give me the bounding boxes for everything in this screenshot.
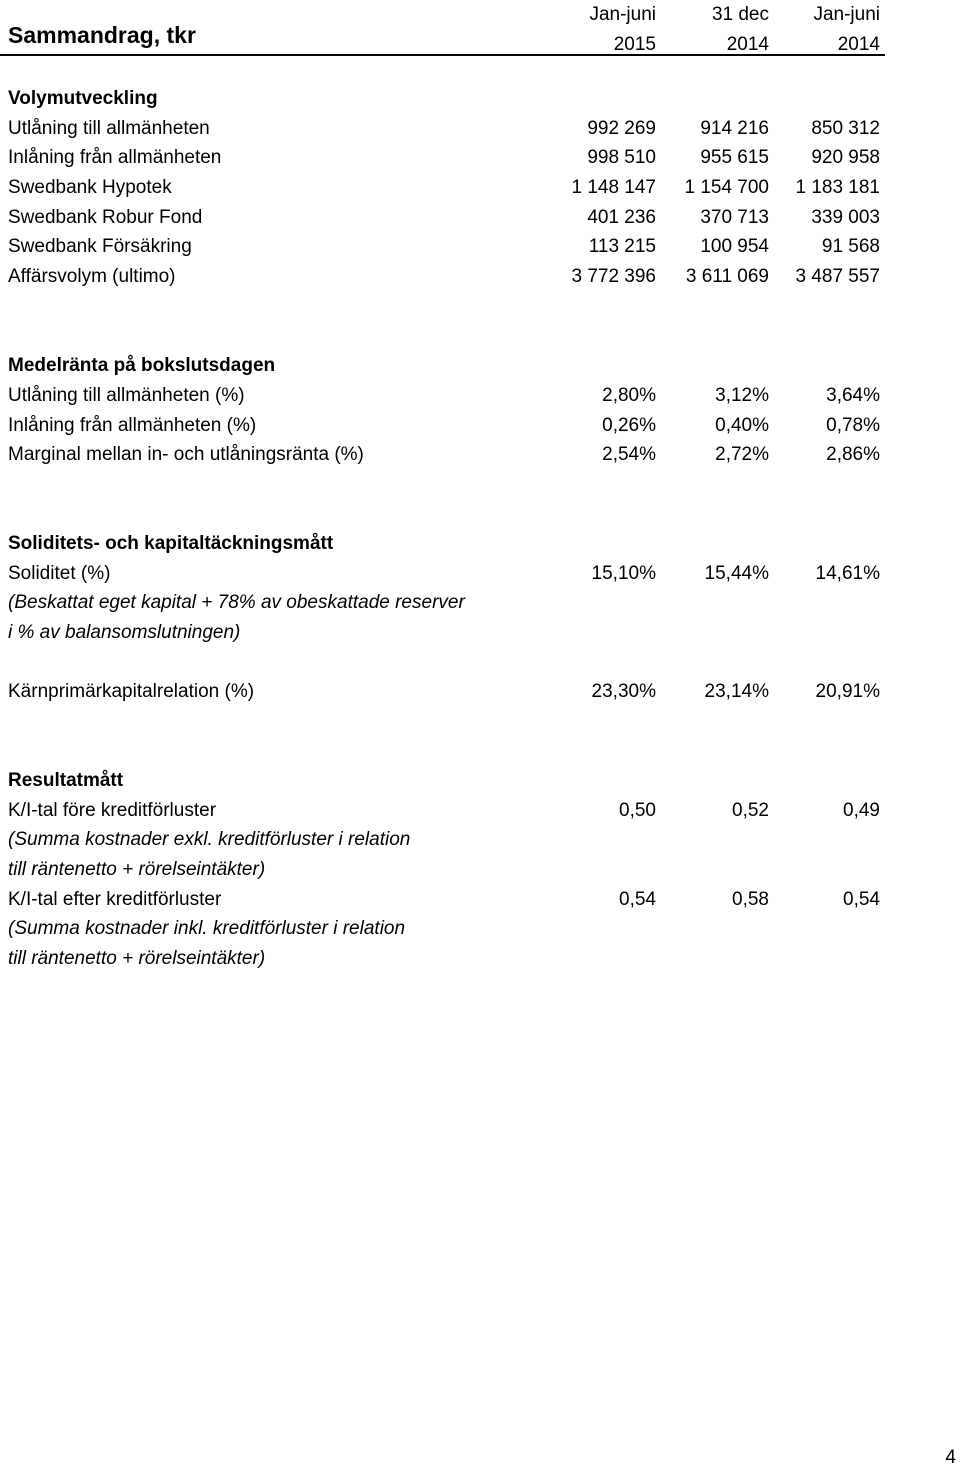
footnote-line bbox=[0, 944, 885, 974]
value-jan-juni-2015: 992 269 bbox=[587, 118, 656, 139]
column-header-line2: 2014 bbox=[837, 34, 880, 55]
row-label: Marginal mellan in- och utlåningsränta (%) bbox=[8, 444, 364, 465]
column-header-line2: 2014 bbox=[726, 34, 769, 55]
value-jan-juni-2015: 0,26% bbox=[602, 415, 656, 436]
footnote-text: (Summa kostnader exkl. kreditförluster i relation bbox=[8, 829, 411, 850]
value-jan-juni-2015: 2,80% bbox=[602, 385, 656, 406]
value-31-dec-2014: 3,12% bbox=[715, 385, 769, 406]
table-row bbox=[0, 173, 885, 203]
value-31-dec-2014: 23,14% bbox=[704, 681, 769, 702]
table-row bbox=[0, 262, 885, 292]
value-jan-juni-2014: 2,86% bbox=[826, 444, 880, 465]
footnote-text: (Summa kostnader inkl. kreditförluster i relation bbox=[8, 918, 406, 939]
footnote-text: (Beskattat eget kapital + 78% av obeskattade reserver bbox=[8, 592, 465, 613]
table-row bbox=[0, 440, 885, 470]
table-row bbox=[0, 677, 885, 707]
row-label: Utlåning till allmänheten bbox=[8, 118, 210, 139]
page-title: Sammandrag, tkr bbox=[8, 22, 196, 48]
section-heading-ranta bbox=[0, 351, 885, 381]
section-heading-volym bbox=[0, 84, 885, 114]
value-31-dec-2014: 370 713 bbox=[700, 207, 769, 228]
table-row bbox=[0, 411, 885, 441]
table-row bbox=[0, 559, 885, 589]
value-jan-juni-2015: 113 215 bbox=[588, 236, 656, 257]
value-31-dec-2014: 914 216 bbox=[700, 118, 769, 139]
value-jan-juni-2015: 0,54 bbox=[619, 889, 656, 910]
table-row bbox=[0, 114, 885, 144]
value-jan-juni-2014: 0,54 bbox=[843, 889, 880, 910]
row-label: Kärnprimärkapitalrelation (%) bbox=[8, 681, 255, 702]
table-row bbox=[0, 885, 885, 915]
section-heading-soliditet bbox=[0, 529, 885, 559]
column-header-31-dec-2014 bbox=[712, 0, 769, 60]
row-label: Swedbank Robur Fond bbox=[8, 207, 203, 228]
row-label: Swedbank Hypotek bbox=[8, 177, 172, 198]
row-label: K/I-tal efter kreditförluster bbox=[8, 889, 222, 910]
footnote-text: i % av balansomslutningen) bbox=[8, 622, 241, 643]
value-jan-juni-2014: 1 183 181 bbox=[795, 177, 880, 198]
value-jan-juni-2014: 14,61% bbox=[815, 563, 880, 584]
footnote-line bbox=[0, 825, 885, 855]
value-31-dec-2014: 0,58 bbox=[732, 889, 769, 910]
value-jan-juni-2014: 20,91% bbox=[815, 681, 880, 702]
value-31-dec-2014: 0,40% bbox=[715, 415, 769, 436]
footnote-line bbox=[0, 588, 885, 618]
footnote-line bbox=[0, 855, 885, 885]
value-jan-juni-2015: 0,50 bbox=[619, 800, 656, 821]
value-jan-juni-2014: 0,78% bbox=[826, 415, 880, 436]
value-jan-juni-2014: 850 312 bbox=[811, 118, 880, 139]
value-jan-juni-2015: 2,54% bbox=[602, 444, 656, 465]
value-31-dec-2014: 0,52 bbox=[732, 800, 769, 821]
value-31-dec-2014: 955 615 bbox=[700, 147, 769, 168]
row-label: K/I-tal före kreditförluster bbox=[8, 800, 217, 821]
value-31-dec-2014: 3 611 069 bbox=[685, 266, 769, 287]
table-row bbox=[0, 143, 885, 173]
footnote-line bbox=[0, 618, 885, 648]
page-number: 4 bbox=[945, 1447, 956, 1468]
value-jan-juni-2015: 998 510 bbox=[587, 147, 656, 168]
footnote-text: till räntenetto + rörelseintäkter) bbox=[8, 948, 266, 969]
section-heading-label: Volymutveckling bbox=[8, 88, 158, 109]
column-header-jan-juni-2015 bbox=[589, 0, 656, 60]
column-header-line2: 2015 bbox=[613, 34, 656, 55]
row-label: Inlåning från allmänheten bbox=[8, 147, 222, 168]
column-header-line1: 31 dec bbox=[711, 4, 769, 25]
value-31-dec-2014: 1 154 700 bbox=[684, 177, 769, 198]
footnote-line bbox=[0, 914, 885, 944]
value-jan-juni-2015: 23,30% bbox=[591, 681, 656, 702]
row-label: Affärsvolym (ultimo) bbox=[8, 266, 176, 287]
value-jan-juni-2015: 401 236 bbox=[587, 207, 656, 228]
value-jan-juni-2015: 15,10% bbox=[591, 563, 656, 584]
row-label: Swedbank Försäkring bbox=[8, 236, 192, 257]
column-header-jan-juni-2014 bbox=[813, 0, 880, 60]
section-heading-label: Soliditets- och kapitaltäckningsmått bbox=[8, 533, 334, 554]
value-jan-juni-2014: 3,64% bbox=[826, 385, 880, 406]
column-header-line1: Jan-juni bbox=[813, 4, 880, 25]
value-jan-juni-2015: 3 772 396 bbox=[571, 266, 656, 287]
section-heading-label: Medelränta på bokslutsdagen bbox=[8, 355, 276, 376]
section-heading-resultat bbox=[0, 766, 885, 796]
table-row bbox=[0, 232, 885, 262]
header-rule bbox=[0, 54, 885, 56]
value-jan-juni-2015: 1 148 147 bbox=[571, 177, 656, 198]
value-jan-juni-2014: 3 487 557 bbox=[795, 266, 880, 287]
row-label: Inlåning från allmänheten (%) bbox=[8, 415, 257, 436]
value-31-dec-2014: 2,72% bbox=[715, 444, 769, 465]
footnote-text: till räntenetto + rörelseintäkter) bbox=[8, 859, 266, 880]
value-jan-juni-2014: 339 003 bbox=[811, 207, 880, 228]
value-jan-juni-2014: 0,49 bbox=[843, 800, 880, 821]
table-row bbox=[0, 203, 885, 233]
table-row bbox=[0, 796, 885, 826]
row-label: Soliditet (%) bbox=[8, 563, 111, 584]
section-heading-label: Resultatmått bbox=[8, 770, 124, 791]
value-31-dec-2014: 15,44% bbox=[704, 563, 769, 584]
value-31-dec-2014: 100 954 bbox=[700, 236, 769, 257]
column-header-line1: Jan-juni bbox=[589, 4, 656, 25]
table-row bbox=[0, 381, 885, 411]
value-jan-juni-2014: 920 958 bbox=[811, 147, 880, 168]
value-jan-juni-2014: 91 568 bbox=[821, 236, 880, 257]
row-label: Utlåning till allmänheten (%) bbox=[8, 385, 245, 406]
